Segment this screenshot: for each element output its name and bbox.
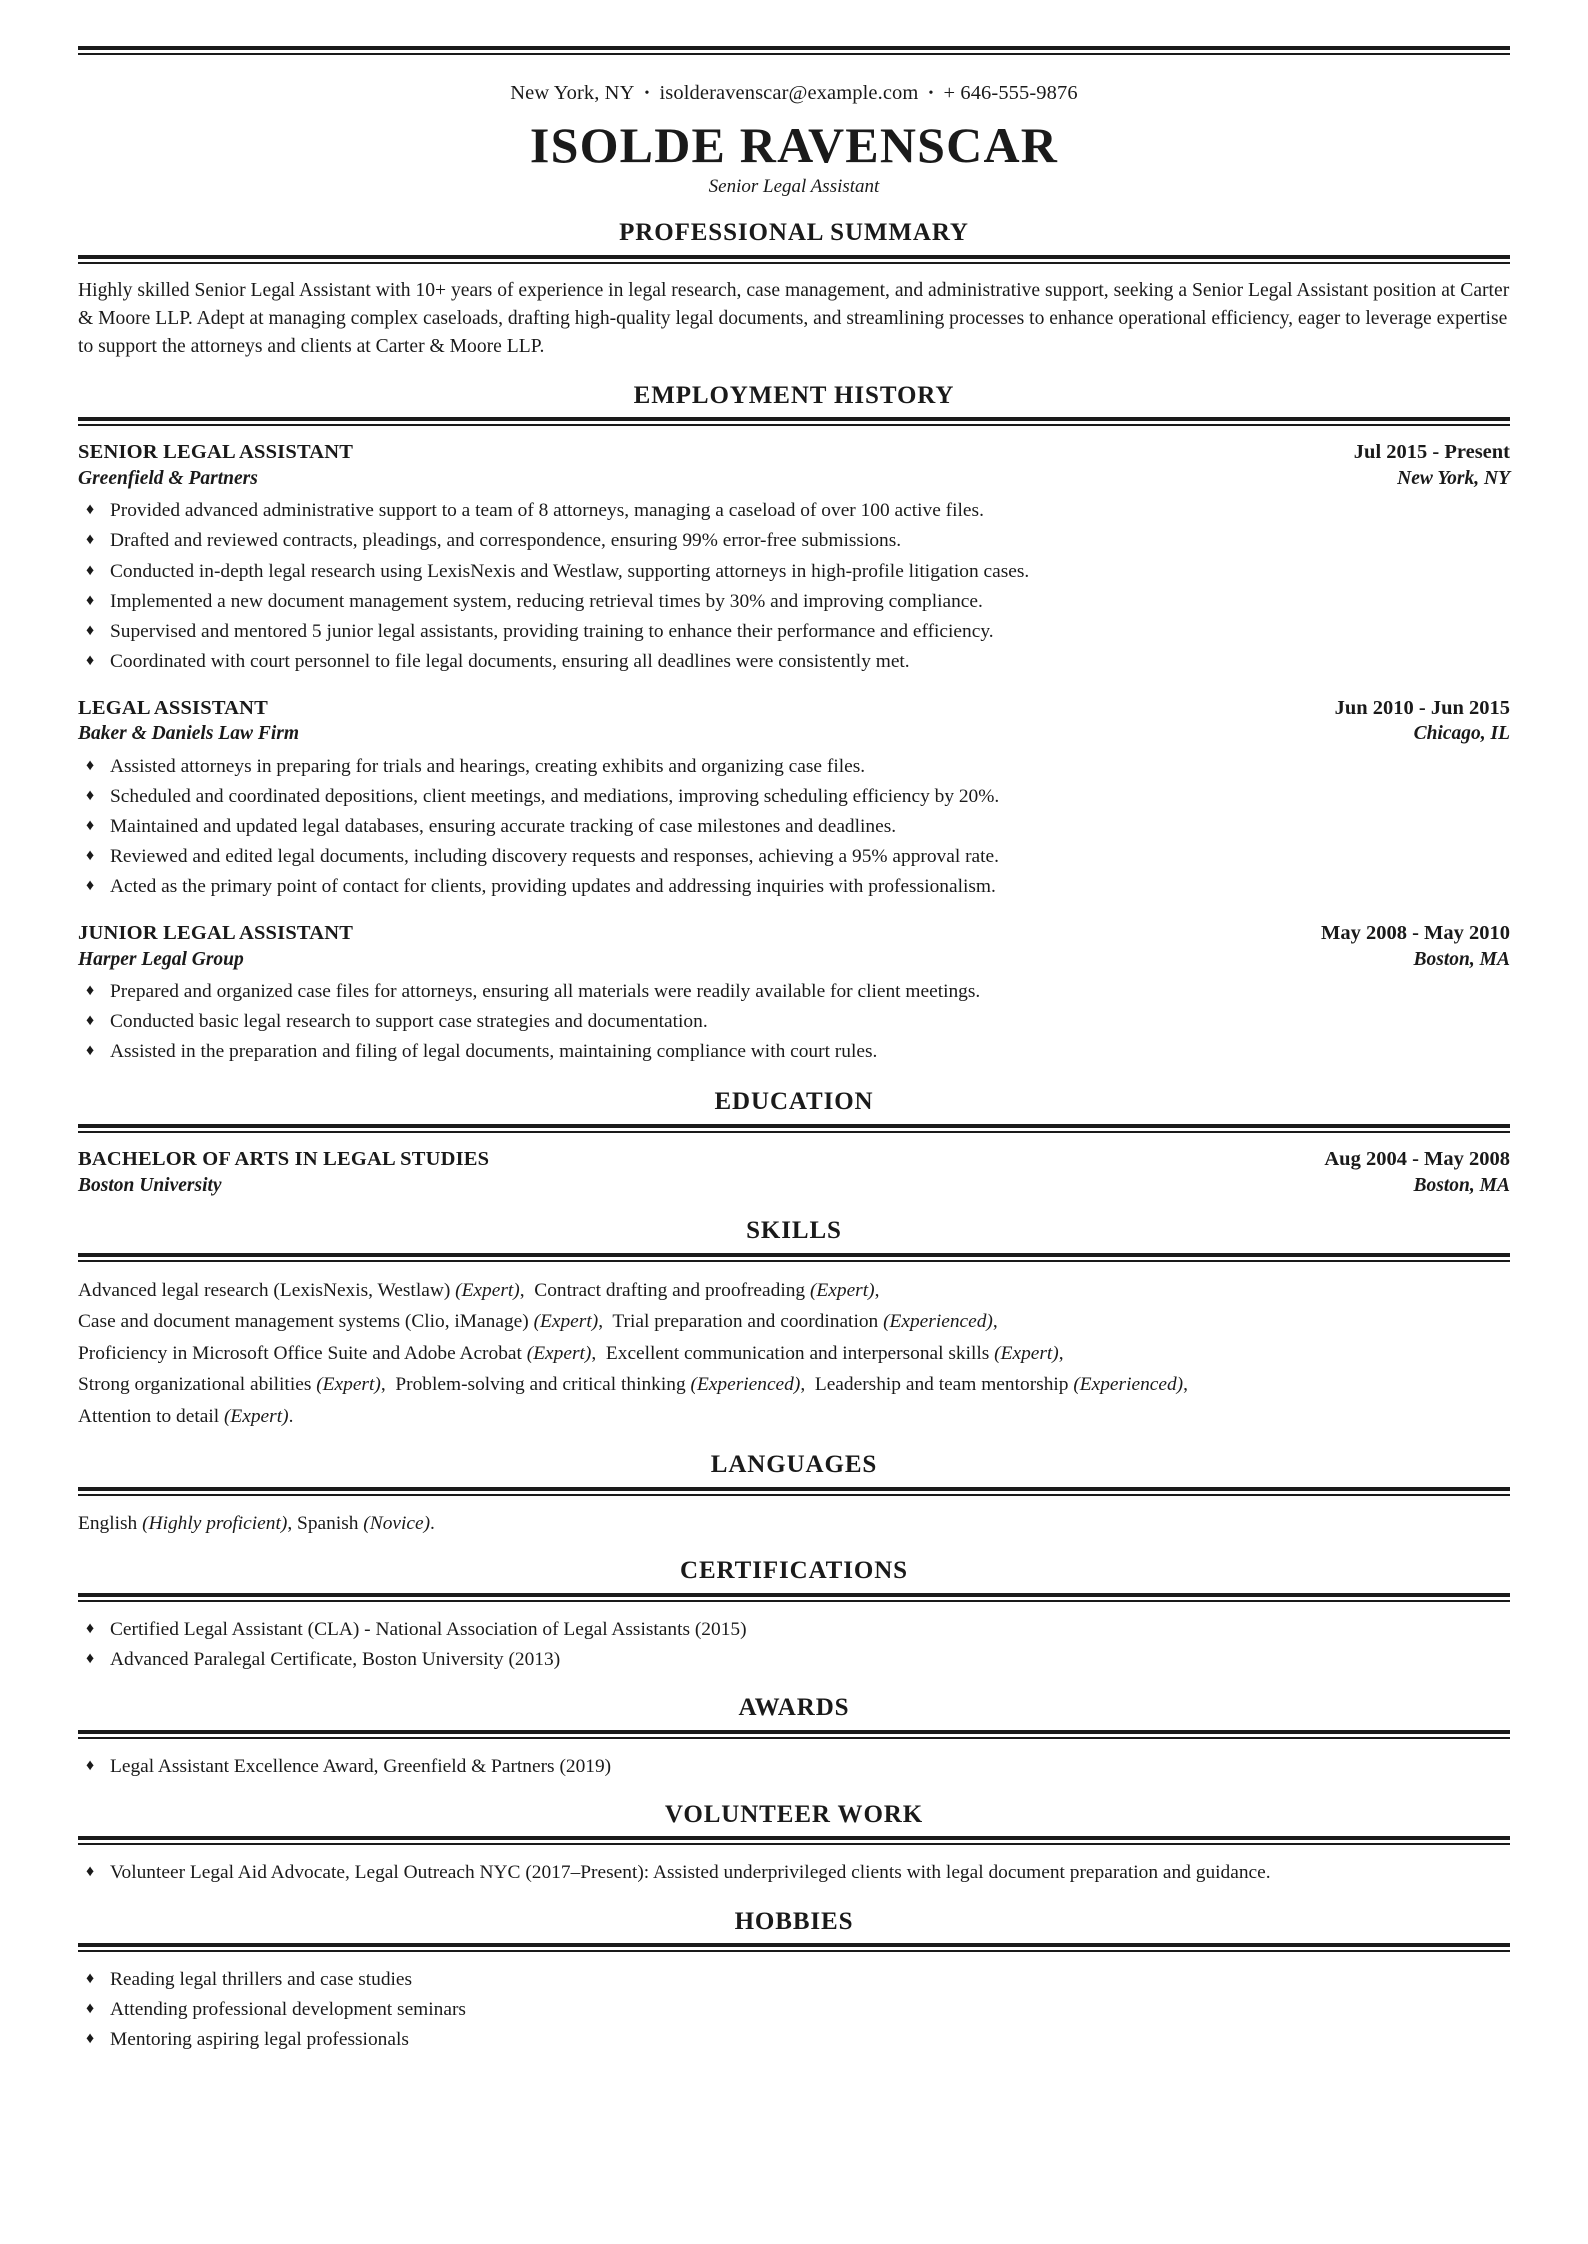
list-item — [78, 1995, 1510, 2025]
list-item-text: Legal Assistant Excellence Award, Greenfield & Partners (2019) — [110, 1755, 612, 1777]
skill-line — [78, 1306, 1510, 1337]
contact-separator-icon: • — [928, 86, 934, 101]
section-certifications — [78, 1557, 1510, 1675]
experience-entry — [78, 439, 1510, 676]
section-heading-skills: SKILLS — [746, 1217, 842, 1245]
diamond-bullet-icon: ♦ — [86, 651, 95, 669]
section-divider — [78, 1730, 1510, 1739]
entry-title-row — [78, 439, 1510, 466]
awards-list — [78, 1752, 1510, 1782]
contact-email[interactable]: isolderavenscar@example.com — [659, 82, 919, 104]
language-name: English — [78, 1512, 143, 1534]
list-item-text: Acted as the primary point of contact for clients, providing updates and addressing inquiries with professionalism. — [110, 876, 996, 898]
list-item — [78, 812, 1510, 842]
list-item-text: Scheduled and coordinated depositions, client meetings, and mediations, improving scheduling efficiency by 20%. — [110, 785, 1000, 807]
section-heading-languages: LANGUAGES — [710, 1451, 878, 1479]
diamond-bullet-icon: ♦ — [86, 1756, 95, 1774]
skill-separator: , — [380, 1374, 396, 1396]
section-awards — [78, 1694, 1510, 1782]
section-divider — [78, 1836, 1510, 1845]
entry-organization: Harper Legal Group — [78, 948, 244, 970]
list-item-text: Reading legal thrillers and case studies — [110, 1969, 413, 1991]
entry-bullet-list — [78, 496, 1510, 676]
skill-name: Advanced legal research (LexisNexis, Westlaw) — [78, 1279, 456, 1301]
section-divider — [78, 1124, 1510, 1133]
candidate-name: ISOLDE RAVENSCAR — [529, 116, 1059, 173]
diamond-bullet-icon: ♦ — [86, 1619, 95, 1637]
diamond-bullet-icon: ♦ — [86, 1970, 95, 1988]
list-item-text: Advanced Paralegal Certificate, Boston University (2013) — [110, 1648, 561, 1670]
list-item-text: Drafted and reviewed contracts, pleadings, and correspondence, ensuring 99% error-free submissions. — [110, 530, 902, 552]
skill-separator: , — [598, 1311, 613, 1333]
diamond-bullet-icon: ♦ — [86, 1042, 95, 1060]
list-item — [78, 842, 1510, 872]
diamond-bullet-icon: ♦ — [86, 847, 95, 865]
section-hobbies — [78, 1908, 1510, 2056]
entry-organization: Baker & Daniels Law Firm — [78, 723, 300, 745]
section-heading-employment: EMPLOYMENT HISTORY — [633, 381, 955, 409]
list-item-text: Supervised and mentored 5 junior legal assistants, providing training to enhance their performance and efficiency. — [110, 620, 994, 642]
entry-dates: Jul 2015 - Present — [1353, 441, 1510, 464]
diamond-bullet-icon: ♦ — [86, 877, 95, 895]
entry-org-row — [78, 1173, 1510, 1198]
top-divider — [78, 46, 1510, 55]
list-item — [78, 1752, 1510, 1782]
entry-bullet-list — [78, 752, 1510, 902]
diamond-bullet-icon: ♦ — [86, 531, 95, 549]
skill-level: (Expert) — [994, 1342, 1059, 1364]
entry-organization: Greenfield & Partners — [78, 468, 258, 489]
diamond-bullet-icon: ♦ — [86, 756, 95, 774]
section-languages — [78, 1451, 1510, 1538]
skills-list — [78, 1275, 1510, 1432]
diamond-bullet-icon: ♦ — [86, 561, 95, 579]
entry-org-row — [78, 721, 1510, 746]
diamond-bullet-icon: ♦ — [86, 1649, 95, 1667]
entry-org-row — [78, 947, 1510, 972]
section-skills — [78, 1217, 1510, 1432]
skill-level: (Experienced) — [883, 1311, 993, 1333]
list-item-text: Coordinated with court personnel to file legal documents, ensuring all deadlines were consistently met. — [110, 650, 910, 672]
entry-dates: Jun 2010 - Jun 2015 — [1334, 696, 1510, 719]
list-item — [78, 1615, 1510, 1645]
skill-separator: , — [591, 1342, 606, 1364]
list-item-text: Volunteer Legal Aid Advocate, Legal Outreach NYC (2017–Present): Assisted underprivileged clients with legal document preparation and guidance. — [110, 1862, 1271, 1884]
skill-line — [78, 1401, 1510, 1432]
list-item — [78, 1037, 1510, 1067]
entry-location: New York, NY — [1397, 468, 1510, 489]
certifications-list — [78, 1615, 1510, 1675]
entry-dates: May 2008 - May 2010 — [1320, 922, 1510, 945]
list-item — [78, 557, 1510, 587]
contact-phone[interactable]: + 646-555-9876 — [943, 82, 1078, 104]
language-separator: . — [430, 1512, 435, 1534]
skill-name: Trial preparation and coordination — [612, 1311, 884, 1333]
list-item-text: Mentoring aspiring legal professionals — [110, 2029, 409, 2051]
diamond-bullet-icon: ♦ — [86, 1863, 95, 1881]
employment-entry-list — [78, 439, 1510, 1067]
skill-separator: , — [1183, 1374, 1188, 1396]
section-divider — [78, 255, 1510, 264]
languages-list — [78, 1509, 1510, 1538]
skill-level: (Experienced) — [1073, 1374, 1184, 1396]
section-education — [78, 1088, 1510, 1198]
list-item — [78, 1007, 1510, 1037]
volunteer-list — [78, 1858, 1510, 1888]
skill-line — [78, 1369, 1510, 1400]
skill-level: (Expert) — [455, 1279, 520, 1301]
skill-name: Leadership and team mentorship — [814, 1374, 1074, 1396]
skill-line — [78, 1275, 1510, 1306]
list-item — [78, 647, 1510, 677]
entry-organization: Boston University — [78, 1174, 222, 1196]
list-item-text: Certified Legal Assistant (CLA) - National Association of Legal Assistants (2015) — [110, 1618, 747, 1640]
list-item — [78, 1858, 1510, 1888]
list-item — [78, 782, 1510, 812]
list-item-text: Conducted in-depth legal research using LexisNexis and Westlaw, supporting attorneys in high-profile litigation cases. — [110, 560, 1030, 582]
skill-level: (Expert) — [533, 1311, 599, 1333]
section-volunteer-work — [78, 1801, 1510, 1889]
diamond-bullet-icon: ♦ — [86, 1012, 95, 1030]
section-heading-summary: PROFESSIONAL SUMMARY — [619, 219, 969, 247]
entry-title: SENIOR LEGAL ASSISTANT — [78, 441, 354, 464]
diamond-bullet-icon: ♦ — [86, 501, 95, 519]
section-divider — [78, 417, 1510, 426]
list-item — [78, 2025, 1510, 2055]
entry-location: Boston, MA — [1413, 1174, 1510, 1196]
section-divider — [78, 1593, 1510, 1602]
list-item-text: Assisted attorneys in preparing for trials and hearings, creating exhibits and organizing case files. — [110, 755, 866, 777]
diamond-bullet-icon: ♦ — [86, 2000, 95, 2018]
list-item — [78, 752, 1510, 782]
section-heading-certifications: CERTIFICATIONS — [680, 1556, 908, 1584]
section-employment-history — [78, 382, 1510, 1068]
diamond-bullet-icon: ♦ — [86, 621, 95, 639]
contact-line — [78, 81, 1510, 107]
list-item — [78, 872, 1510, 902]
education-entry-list — [78, 1146, 1510, 1198]
skill-level: (Expert) — [809, 1279, 875, 1301]
experience-entry — [78, 695, 1510, 902]
list-item — [78, 587, 1510, 617]
skill-name: Proficiency in Microsoft Office Suite and Adobe Acrobat — [78, 1342, 527, 1364]
section-divider — [78, 1943, 1510, 1952]
list-item-text: Conducted basic legal research to support case strategies and documentation. — [110, 1011, 708, 1033]
section-heading-awards: AWARDS — [738, 1693, 850, 1721]
entry-title-row — [78, 695, 1510, 722]
diamond-bullet-icon: ♦ — [86, 786, 95, 804]
list-item — [78, 1645, 1510, 1675]
experience-entry — [78, 1146, 1510, 1198]
list-item-text: Prepared and organized case files for attorneys, ensuring all materials were readily available for client meetings. — [110, 981, 981, 1003]
diamond-bullet-icon: ♦ — [86, 982, 95, 1000]
skill-level: (Expert) — [316, 1374, 381, 1396]
entry-dates: Aug 2004 - May 2008 — [1324, 1148, 1510, 1171]
language-name: Spanish — [297, 1512, 364, 1534]
section-professional-summary — [78, 219, 1510, 360]
list-item — [78, 526, 1510, 556]
summary-paragraph: Highly skilled Senior Legal Assistant with 10+ years of experience in legal research, case management, and administrative support, seeking a Senior Legal Assistant position at Carter & Moore LLP. Adept at managing complex caseloads, drafting high-quality legal documents, and streamlining processes to enhance operational efficiency, eager to leverage expertise to support the attorneys and clients at Carter & Moore LLP. — [78, 280, 1510, 357]
candidate-job-title: Senior Legal Assistant — [708, 175, 880, 197]
diamond-bullet-icon: ♦ — [86, 816, 95, 834]
list-item-text: Implemented a new document management system, reducing retrieval times by 30% and improving compliance. — [110, 590, 983, 612]
contact-separator-icon: • — [644, 86, 650, 101]
list-item-text: Provided advanced administrative support to a team of 8 attorneys, managing a caseload of over 100 active files. — [110, 500, 984, 522]
list-item — [78, 617, 1510, 647]
skill-name: Case and document management systems (Clio, iManage) — [78, 1311, 534, 1333]
list-item — [78, 1965, 1510, 1995]
section-heading-education: EDUCATION — [714, 1088, 874, 1116]
diamond-bullet-icon: ♦ — [86, 591, 95, 609]
language-separator: , — [287, 1512, 298, 1534]
entry-title-row — [78, 1146, 1510, 1173]
language-level: (Novice) — [363, 1512, 431, 1534]
entry-title-row — [78, 920, 1510, 947]
skill-name: Excellent communication and interpersonal skills — [605, 1342, 995, 1364]
skill-level: (Expert) — [223, 1405, 289, 1427]
hobbies-list — [78, 1965, 1510, 2055]
entry-title: LEGAL ASSISTANT — [78, 696, 269, 719]
language-level: (Highly proficient) — [142, 1512, 288, 1534]
skill-name: Contract drafting and proofreading — [534, 1279, 810, 1301]
list-item-text: Maintained and updated legal databases, ensuring accurate tracking of case milestones and deadlines. — [110, 815, 897, 837]
skill-level: (Experienced) — [690, 1374, 801, 1396]
skill-name: Problem-solving and critical thinking — [395, 1374, 691, 1396]
experience-entry — [78, 920, 1510, 1067]
list-item — [78, 977, 1510, 1007]
entry-title: JUNIOR LEGAL ASSISTANT — [78, 922, 354, 945]
skill-separator: . — [288, 1405, 294, 1427]
entry-org-row — [78, 466, 1510, 491]
list-item-text: Reviewed and edited legal documents, including discovery requests and responses, achieving a 95% approval rate. — [110, 846, 999, 868]
list-item-text: Assisted in the preparation and filing of legal documents, maintaining compliance with court rules. — [110, 1041, 878, 1063]
entry-location: Boston, MA — [1413, 948, 1510, 970]
skill-separator: , — [992, 1311, 998, 1333]
list-item — [78, 496, 1510, 526]
skill-separator: , — [874, 1279, 880, 1301]
section-heading-hobbies: HOBBIES — [734, 1907, 854, 1935]
skill-level: (Expert) — [526, 1342, 592, 1364]
skill-name: Strong organizational abilities — [78, 1374, 317, 1396]
skill-separator: , — [1058, 1342, 1064, 1364]
list-item-text: Attending professional development seminars — [110, 1999, 466, 2021]
skill-line — [78, 1338, 1510, 1369]
section-divider — [78, 1487, 1510, 1496]
diamond-bullet-icon: ♦ — [86, 2030, 95, 2048]
entry-location: Chicago, IL — [1413, 723, 1510, 745]
skill-separator: , — [519, 1279, 535, 1301]
section-divider — [78, 1253, 1510, 1262]
entry-bullet-list — [78, 977, 1510, 1067]
contact-location: New York, NY — [510, 82, 635, 104]
entry-title: BACHELOR OF ARTS IN LEGAL STUDIES — [78, 1148, 490, 1171]
section-heading-volunteer: VOLUNTEER WORK — [664, 1800, 924, 1828]
skill-separator: , — [800, 1374, 815, 1396]
resume-header — [78, 81, 1510, 198]
skill-name: Attention to detail — [78, 1405, 224, 1427]
